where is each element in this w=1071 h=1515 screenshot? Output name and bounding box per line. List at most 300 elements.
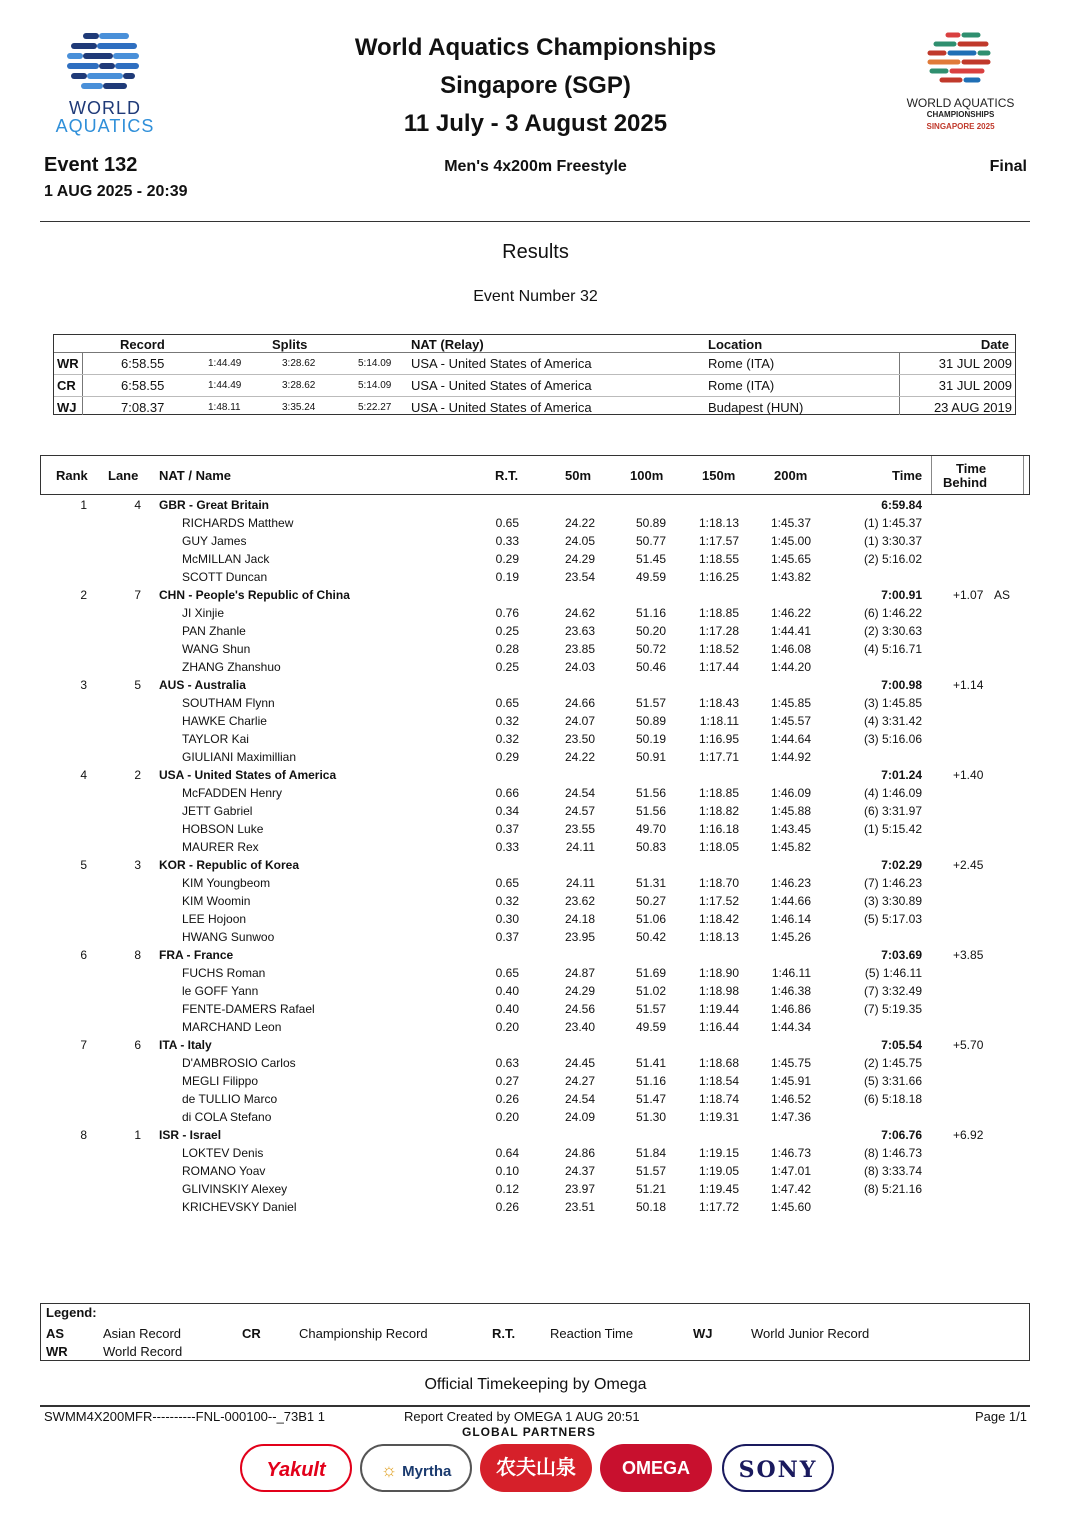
swimmer-100m: 51.57 (635, 1002, 666, 1016)
swimmer-100m: 51.41 (635, 1056, 666, 1070)
swimmer-name: GIULIANI Maximillian (182, 750, 297, 764)
swimmer-rt: 0.27 (495, 1074, 519, 1088)
team-rank: 7 (80, 1038, 87, 1052)
swimmer-150m: 1:17.71 (698, 750, 739, 764)
team-behind: +1.40 (953, 768, 984, 782)
swimmer-50m: 24.54 (564, 1092, 595, 1106)
swimmer-150m: 1:18.70 (698, 876, 739, 890)
swimmer-name: KIM Woomin (182, 894, 251, 908)
swimmer-50m: 24.66 (564, 696, 595, 710)
team-rank: 1 (80, 498, 87, 512)
swimmer-150m: 1:19.05 (698, 1164, 739, 1178)
swimmer-row (0, 748, 1071, 766)
col-100m: 100m (630, 468, 664, 483)
swimmer-name: le GOFF Yann (182, 984, 259, 998)
swimmer-row (0, 1198, 1071, 1216)
col-150m: 150m (702, 468, 736, 483)
swimmer-150m: 1:18.85 (698, 786, 739, 800)
swimmer-row (0, 784, 1071, 802)
team-lane: 7 (134, 588, 141, 602)
swimmer-row (0, 1090, 1071, 1108)
swimmer-name: MEGLI Filippo (182, 1074, 259, 1088)
swimmer-rt: 0.30 (495, 912, 519, 926)
swimmer-150m: 1:17.44 (698, 660, 739, 674)
team-time: 7:00.91 (881, 588, 922, 602)
swimmer-split: (8) 1:46.73 (863, 1146, 922, 1160)
swimmer-50m: 24.45 (564, 1056, 595, 1070)
swimmer-150m: 1:18.68 (698, 1056, 739, 1070)
team-row (0, 676, 1071, 694)
swimmer-100m: 50.72 (635, 642, 666, 656)
swimmer-rt: 0.10 (495, 1164, 519, 1178)
swimmer-name: WANG Shun (182, 642, 251, 656)
swimmer-100m: 49.59 (635, 570, 666, 584)
swimmer-rt: 0.66 (495, 786, 519, 800)
swimmer-200m: 1:46.23 (770, 876, 811, 890)
swimmer-name: FENTE-DAMERS Rafael (182, 1002, 315, 1016)
legend-title: Legend: (46, 1305, 97, 1320)
swimmer-rt: 0.40 (495, 984, 519, 998)
team-record-badge: AS (994, 588, 1011, 602)
records-header-date: Date (980, 337, 1009, 352)
swimmer-name: D'AMBROSIO Carlos (182, 1056, 296, 1070)
team-behind: +6.92 (953, 1128, 984, 1142)
swimmer-row (0, 820, 1071, 838)
swimmer-row (0, 1000, 1071, 1018)
swimmer-150m: 1:18.74 (698, 1092, 739, 1106)
swimmer-100m: 50.42 (635, 930, 666, 944)
swimmer-100m: 50.83 (635, 840, 666, 854)
swimmer-row (0, 964, 1071, 982)
swimmer-50m: 24.03 (564, 660, 595, 674)
swimmer-row (0, 1144, 1071, 1162)
records-header-splits: Splits (272, 337, 308, 352)
swimmer-name: JI Xinjie (182, 606, 225, 620)
swimmer-rt: 0.34 (495, 804, 519, 818)
swimmer-100m: 51.56 (635, 804, 666, 818)
swimmer-200m: 1:45.88 (770, 804, 811, 818)
swimmer-50m: 23.85 (564, 642, 595, 656)
swimmer-rt: 0.20 (495, 1020, 519, 1034)
team-row (0, 496, 1071, 514)
swimmer-150m: 1:18.90 (698, 966, 739, 980)
swimmer-name: SCOTT Duncan (182, 570, 268, 584)
swimmer-100m: 49.70 (635, 822, 666, 836)
swimmer-rt: 0.40 (495, 1002, 519, 1016)
swimmer-rt: 0.25 (495, 660, 519, 674)
swimmer-split: (3) 3:30.89 (863, 894, 922, 908)
swimmer-split: (8) 3:33.74 (863, 1164, 922, 1178)
swimmer-150m: 1:18.42 (698, 912, 739, 926)
swimmer-150m: 1:16.44 (698, 1020, 739, 1034)
logo-word-world: WORLD (69, 98, 141, 118)
timekeeping-note: Official Timekeeping by Omega (424, 1376, 647, 1393)
swimmer-50m: 24.11 (565, 840, 595, 854)
swimmer-row (0, 802, 1071, 820)
swimmer-name: LEE Hojoon (182, 912, 247, 926)
swimmer-200m: 1:46.52 (770, 1092, 811, 1106)
team-behind: +3.85 (953, 948, 984, 962)
swimmer-split: (5) 1:46.11 (864, 966, 922, 980)
record-row-wj: WJ 7:08.37 1:48.11 3:35.24 5:22.27 USA - United States of America Budapest (HUN) 23 AUG 2019 (57, 400, 1012, 415)
swimmer-name: McFADDEN Henry (182, 786, 283, 800)
team-behind: +5.70 (953, 1038, 984, 1052)
swimmer-rt: 0.37 (495, 822, 519, 836)
swimmer-200m: 1:45.82 (770, 840, 811, 854)
team-name: KOR - Republic of Korea (159, 858, 300, 872)
team-rank: 5 (80, 858, 87, 872)
swimmer-150m: 1:19.44 (698, 1002, 739, 1016)
team-name: FRA - France (159, 948, 234, 962)
swimmer-50m: 24.18 (564, 912, 595, 926)
team-time: 7:05.54 (881, 1038, 922, 1052)
swimmer-row (0, 712, 1071, 730)
swimmer-row (0, 568, 1071, 586)
swimmer-100m: 50.18 (635, 1200, 666, 1214)
swimmer-name: KRICHEVSKY Daniel (182, 1200, 297, 1214)
swimmer-100m: 51.45 (635, 552, 666, 566)
swimmer-100m: 50.89 (635, 516, 666, 530)
results-header (40, 455, 1030, 495)
swimmer-50m: 23.40 (564, 1020, 595, 1034)
swimmer-name: ROMANO Yoav (182, 1164, 266, 1178)
swimmer-150m: 1:16.18 (698, 822, 739, 836)
swimmer-row (0, 550, 1071, 568)
swimmer-200m: 1:47.01 (770, 1164, 811, 1178)
swimmer-100m: 50.27 (635, 894, 666, 908)
team-row (0, 946, 1071, 964)
swimmer-row (0, 892, 1071, 910)
swimmer-split: (7) 5:19.35 (863, 1002, 922, 1016)
swimmer-150m: 1:18.85 (698, 606, 739, 620)
swimmer-rt: 0.37 (495, 930, 519, 944)
swimmer-200m: 1:47.36 (770, 1110, 811, 1124)
records-header-record: Record (120, 337, 165, 352)
swimmer-150m: 1:18.05 (698, 840, 739, 854)
swimmer-200m: 1:45.00 (770, 534, 811, 548)
champ-logo-line2: CHAMPIONSHIPS (926, 110, 995, 119)
swimmer-rt: 0.65 (495, 696, 519, 710)
swimmer-name: HOBSON Luke (182, 822, 264, 836)
championships-logo (888, 28, 1033, 138)
report-code: SWMM4X200MFR----------FNL-000100--_73B1 1 (44, 1409, 325, 1424)
team-lane: 1 (134, 1128, 141, 1142)
swimmer-150m: 1:18.11 (699, 714, 739, 728)
swimmer-split: (2) 5:16.02 (863, 552, 922, 566)
event-name: Men's 4x200m Freestyle (444, 158, 627, 175)
swimmer-split: (1) 5:15.42 (863, 822, 922, 836)
swimmer-row (0, 982, 1071, 1000)
partners-title: GLOBAL PARTNERS (462, 1425, 596, 1439)
team-behind: +2.45 (953, 858, 984, 872)
report-created: Report Created by OMEGA 1 AUG 20:51 (404, 1409, 640, 1424)
swimmer-split: (1) 1:45.37 (863, 516, 922, 530)
swimmer-50m: 23.54 (564, 570, 595, 584)
col-rank: Rank (56, 468, 88, 483)
swimmer-100m: 50.46 (635, 660, 666, 674)
swimmer-200m: 1:45.37 (770, 516, 811, 530)
swimmer-200m: 1:46.22 (770, 606, 811, 620)
results-title: Results (502, 241, 569, 263)
nongfu-logo: 农夫山泉 (480, 1444, 592, 1492)
swimmer-row (0, 1072, 1071, 1090)
swimmer-split: (5) 3:31.66 (863, 1074, 922, 1088)
swimmer-row (0, 640, 1071, 658)
swimmer-rt: 0.29 (495, 750, 519, 764)
myrtha-logo: ☼ Myrtha (360, 1444, 472, 1492)
swimmer-200m: 1:44.64 (770, 732, 811, 746)
swimmer-name: HAWKE Charlie (182, 714, 267, 728)
swimmer-split: (6) 3:31.97 (863, 804, 922, 818)
swimmer-100m: 51.21 (635, 1182, 666, 1196)
swimmer-200m: 1:45.91 (770, 1074, 811, 1088)
swimmer-split: (7) 3:32.49 (863, 984, 922, 998)
event-number: Event 132 (44, 154, 138, 176)
team-row (0, 1036, 1071, 1054)
swimmer-100m: 50.77 (635, 534, 666, 548)
team-lane: 4 (134, 498, 141, 512)
team-lane: 2 (134, 768, 141, 782)
team-name: ITA - Italy (159, 1038, 212, 1052)
team-name: USA - United States of America (159, 768, 337, 782)
swimmer-150m: 1:18.52 (698, 642, 739, 656)
swimmer-rt: 0.32 (495, 732, 519, 746)
swimmer-rt: 0.12 (495, 1182, 519, 1196)
team-rank: 6 (80, 948, 87, 962)
swimmer-name: de TULLIO Marco (182, 1092, 278, 1106)
title-line-2: Singapore (SGP) (440, 72, 631, 99)
swimmer-split: (4) 1:46.09 (863, 786, 922, 800)
swimmer-split: (3) 5:16.06 (863, 732, 922, 746)
team-rank: 2 (80, 588, 87, 602)
swimmer-200m: 1:43.45 (770, 822, 811, 836)
logo-word-aquatics: AQUATICS (55, 116, 155, 136)
swimmer-100m: 50.89 (635, 714, 666, 728)
swimmer-150m: 1:18.43 (698, 696, 739, 710)
championships-wave-icon (888, 28, 1033, 96)
swimmer-200m: 1:44.92 (770, 750, 811, 764)
swimmer-split: (4) 5:16.71 (863, 642, 922, 656)
event-number-label: Event Number 32 (473, 288, 598, 305)
champ-logo-line3: SINGAPORE 2025 (926, 122, 995, 131)
swimmer-rt: 0.33 (495, 840, 519, 854)
swimmer-name: JETT Gabriel (182, 804, 253, 818)
swimmer-50m: 24.09 (564, 1110, 595, 1124)
swimmer-150m: 1:18.13 (698, 516, 739, 530)
team-rank: 4 (80, 768, 87, 782)
swimmer-200m: 1:46.38 (770, 984, 811, 998)
swimmer-200m: 1:46.08 (770, 642, 811, 656)
swimmer-200m: 1:44.20 (770, 660, 811, 674)
swimmer-50m: 24.37 (564, 1164, 595, 1178)
swimmer-rt: 0.19 (495, 570, 519, 584)
swimmer-split: (2) 3:30.63 (863, 624, 922, 638)
record-row-wr: WR 6:58.55 1:44.49 3:28.62 5:14.09 USA - United States of America Rome (ITA) 31 JUL 2009 (57, 356, 1012, 371)
legend-box: Legend: AS Asian Record CR Championship Record R.T. Reaction Time WJ World Junior Record WR World Record (40, 1303, 1030, 1361)
swimmer-row (0, 874, 1071, 892)
swimmer-50m: 23.50 (564, 732, 595, 746)
swimmer-150m: 1:17.28 (698, 624, 739, 638)
swimmer-200m: 1:45.75 (770, 1056, 811, 1070)
swimmer-50m: 23.51 (564, 1200, 595, 1214)
sony-logo: SONY (722, 1444, 834, 1492)
swimmer-100m: 51.31 (635, 876, 666, 890)
swimmer-100m: 51.57 (635, 1164, 666, 1178)
swimmer-100m: 51.57 (635, 696, 666, 710)
swimmer-50m: 24.22 (564, 516, 595, 530)
col-time: Time (892, 468, 923, 483)
swimmer-rt: 0.65 (495, 516, 519, 530)
swimmer-150m: 1:19.45 (698, 1182, 739, 1196)
swimmer-200m: 1:45.65 (770, 552, 811, 566)
team-time: 7:03.69 (881, 948, 922, 962)
swimmer-row (0, 604, 1071, 622)
swimmer-row (0, 928, 1071, 946)
swimmer-100m: 51.84 (635, 1146, 666, 1160)
col-50m: 50m (565, 468, 592, 483)
swimmer-50m: 24.29 (564, 552, 595, 566)
swimmer-50m: 24.29 (564, 984, 595, 998)
swimmer-50m: 24.27 (564, 1074, 595, 1088)
swimmer-50m: 24.11 (565, 876, 595, 890)
yakult-logo: Yakult (240, 1444, 352, 1492)
swimmer-200m: 1:46.14 (770, 912, 811, 926)
title-line-3: 11 July - 3 August 2025 (403, 110, 668, 137)
swimmer-150m: 1:18.54 (698, 1074, 739, 1088)
team-lane: 5 (134, 678, 141, 692)
swimmer-150m: 1:18.55 (698, 552, 739, 566)
swimmer-rt: 0.20 (495, 1110, 519, 1124)
swimmer-200m: 1:45.60 (770, 1200, 811, 1214)
team-time: 6:59.84 (881, 498, 922, 512)
swimmer-100m: 51.69 (635, 966, 666, 980)
swimmer-name: GUY James (182, 534, 247, 548)
swimmer-100m: 51.02 (635, 984, 666, 998)
swimmer-100m: 50.91 (635, 750, 666, 764)
header-divider (40, 221, 1030, 222)
swimmer-150m: 1:18.13 (698, 930, 739, 944)
swimmer-rt: 0.26 (495, 1092, 519, 1106)
swimmer-row (0, 910, 1071, 928)
swimmer-name: McMILLAN Jack (182, 552, 270, 566)
record-row-cr: CR 6:58.55 1:44.49 3:28.62 5:14.09 USA - United States of America Rome (ITA) 31 JUL 2009 (57, 378, 1012, 393)
swimmer-150m: 1:16.25 (698, 570, 739, 584)
omega-logo: OMEGA (600, 1444, 712, 1492)
swimmer-split: (1) 3:30.37 (863, 534, 922, 548)
swimmer-row (0, 694, 1071, 712)
swimmer-name: SOUTHAM Flynn (182, 696, 275, 710)
swimmer-50m: 23.62 (564, 894, 595, 908)
swimmer-100m: 51.06 (635, 912, 666, 926)
swimmer-100m: 50.19 (635, 732, 666, 746)
swimmer-150m: 1:18.98 (698, 984, 739, 998)
swimmer-row (0, 1054, 1071, 1072)
team-row (0, 856, 1071, 874)
swimmer-rt: 0.33 (495, 534, 519, 548)
swimmer-150m: 1:16.95 (698, 732, 739, 746)
swimmer-split: (8) 5:21.16 (863, 1182, 922, 1196)
swimmer-100m: 50.20 (635, 624, 666, 638)
team-behind: +1.14 (953, 678, 984, 692)
champ-logo-line1: WORLD AQUATICS (906, 96, 1015, 110)
swimmer-name: GLIVINSKIY Alexey (182, 1182, 288, 1196)
event-phase: Final (989, 158, 1027, 175)
swimmer-200m: 1:46.09 (770, 786, 811, 800)
swimmer-split: (3) 1:45.85 (863, 696, 922, 710)
swimmer-200m: 1:45.26 (770, 930, 811, 944)
swimmer-row (0, 838, 1071, 856)
swimmer-rt: 0.63 (495, 1056, 519, 1070)
footer-divider (40, 1405, 1030, 1407)
swimmer-150m: 1:19.15 (698, 1146, 739, 1160)
records-header-location: Location (708, 337, 763, 352)
swimmer-split: (6) 1:46.22 (863, 606, 922, 620)
swimmer-rt: 0.32 (495, 714, 519, 728)
swimmer-150m: 1:17.57 (698, 534, 739, 548)
swimmer-200m: 1:45.85 (770, 696, 811, 710)
swimmer-50m: 23.95 (564, 930, 595, 944)
title-line-1: World Aquatics Championships (354, 34, 717, 61)
swimmer-100m: 51.16 (635, 1074, 666, 1088)
swimmer-row (0, 1180, 1071, 1198)
swimmer-50m: 23.55 (564, 822, 595, 836)
myrtha-sun-icon: ☼ (380, 1460, 403, 1480)
swimmer-name: di COLA Stefano (182, 1110, 272, 1124)
swimmer-200m: 1:43.82 (770, 570, 811, 584)
team-time: 7:00.98 (881, 678, 922, 692)
swimmer-50m: 24.05 (564, 534, 595, 548)
swimmer-50m: 24.57 (564, 804, 595, 818)
swimmer-50m: 24.56 (564, 1002, 595, 1016)
swimmer-name: RICHARDS Matthew (182, 516, 294, 530)
swimmer-rt: 0.65 (495, 876, 519, 890)
swimmer-rt: 0.28 (495, 642, 519, 656)
swimmer-rt: 0.65 (495, 966, 519, 980)
swimmer-split: (5) 5:17.03 (863, 912, 922, 926)
page-number: Page 1/1 (974, 1409, 1027, 1424)
records-header-nat: NAT (Relay) (411, 337, 484, 352)
team-name: GBR - Great Britain (159, 498, 270, 512)
swimmer-200m: 1:44.66 (770, 894, 811, 908)
team-time: 7:02.29 (881, 858, 922, 872)
swimmer-150m: 1:17.52 (698, 894, 739, 908)
swimmer-100m: 51.16 (635, 606, 666, 620)
swimmer-row (0, 1018, 1071, 1036)
team-time: 7:01.24 (881, 768, 922, 782)
team-rank: 3 (80, 678, 87, 692)
swimmer-row (0, 514, 1071, 532)
swimmer-50m: 23.97 (564, 1182, 595, 1196)
swimmer-150m: 1:18.82 (698, 804, 739, 818)
swimmer-rt: 0.25 (495, 624, 519, 638)
swimmer-name: TAYLOR Kai (182, 732, 249, 746)
swimmer-rt: 0.26 (495, 1200, 519, 1214)
event-datetime: 1 AUG 2025 - 20:39 (44, 183, 188, 200)
swimmer-50m: 24.86 (564, 1146, 595, 1160)
swimmer-50m: 24.54 (564, 786, 595, 800)
team-name: AUS - Australia (159, 678, 246, 692)
swimmer-100m: 51.30 (635, 1110, 666, 1124)
col-behind-1: Time (956, 461, 987, 476)
swimmer-200m: 1:47.42 (770, 1182, 811, 1196)
swimmer-name: FUCHS Roman (182, 966, 266, 980)
swimmer-split: (7) 1:46.23 (863, 876, 922, 890)
swimmer-200m: 1:46.73 (770, 1146, 811, 1160)
col-lane: Lane (108, 468, 139, 483)
swimmer-200m: 1:44.41 (770, 624, 811, 638)
team-lane: 8 (134, 948, 141, 962)
swimmer-50m: 24.07 (564, 714, 595, 728)
